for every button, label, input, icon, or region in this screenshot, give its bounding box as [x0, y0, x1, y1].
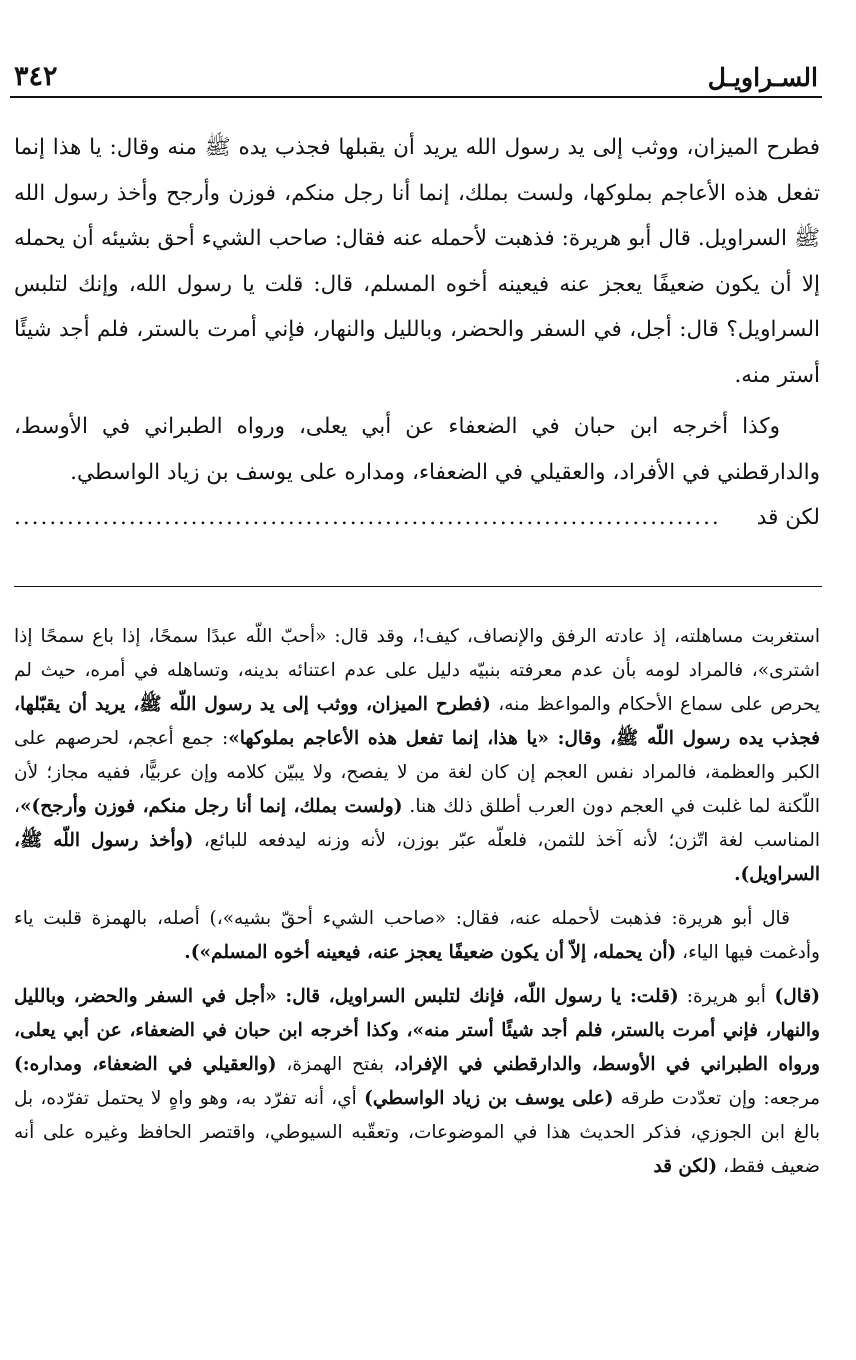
quoted-matn-bold: (ولست بملك، إنما أنا رجل منكم، فوزن وأرجح)» — [19, 796, 403, 817]
commentary-segment: : جمع أعجم، لحرصهم على الكبر والعظمة، فالمراد نفس العجم إن كان لغة من لا يفصح، ولا يبيّن كلامه وإن عربيًّا، ففيه مجاز؛ لأن اللّكنة لما غلبت في العجم دون العرب أطلق ذلك هنا. — [14, 728, 820, 817]
quoted-matn-bold: (وأخذ رسول اللّه ﷺ، السراويل). — [14, 830, 820, 885]
continuation-text: لكن قد — [756, 505, 820, 530]
quoted-matn-bold: (أن يحمله، إلاّ أن يكون ضعيفًا يعجز عنه، فيعينه أخوه المسلم»). — [184, 942, 677, 963]
quoted-matn-bold: (قال) — [765, 986, 820, 1007]
commentary-segment: بفتح الهمزة، — [276, 1054, 394, 1075]
main-continuation-line — [14, 495, 820, 541]
commentary-segment: استغربت مساهلته، إذ عادته الرفق والإنصاف، كيف!، وقد قال: «أحبّ اللّه عبدًا سمحًا، إذا باع سمحًا إذا اشترى»، فالمراد لومه بأن عدم معرفته بنبيّه دليل على عدم اعتنائه بدينه، وتساهله في أمره، حيث لم يحرص على سماع الأحكام والمواعظ منه، — [14, 626, 821, 715]
page-header — [10, 52, 822, 98]
commentary-segment: أبو هريرة: — [678, 986, 766, 1007]
commentary-segment: ، المناسب لغة اتّزن؛ لأنه آخذ للثمن، فلعلّه عبّر بوزن، لأنه وزنه ليدفعه للبائع، — [14, 796, 821, 851]
ellipsis-dots: ................................................................................ — [14, 505, 721, 530]
commentary-segment: قال أبو هريرة: فذهبت لأحمله عنه، فقال: «صاحب الشيء أحقّ بشيه»،) أصله، بالهمزة قلبت ياء وأدغمت فيها الياء، — [14, 908, 820, 963]
quoted-matn-bold: (على يوسف بن زياد الواسطي) — [364, 1088, 614, 1109]
quoted-matn-bold: (والعقيلي في الضعفاء، ومداره:) — [14, 1054, 277, 1075]
commentary-paragraph-3 — [14, 980, 820, 1184]
quoted-matn-bold: (قلت: يا رسول اللّه، فإنك لتلبس السراويل، قال: «أجل في السفر والحضر، وبالليل والنهار، فإني أمرت بالستر، فلم أجد شيئًا أستر منه»، وكذا أخرجه ابن حبان في الضعفاء، عن أبي يعلى، ورواه الطبراني في الأوسط، والدارقطني في الإفراد، — [14, 986, 820, 1075]
commentary-segment: أي، أنه تفرّد به، وهو واهٍ لا يحتمل تفرّده، بل بالغ ابن الجوزي، فذكر الحديث هذا في الموضوعات، وتعقّبه السيوطي، واقتصر الحافظ وغيره على أنه ضعيف فقط، — [14, 1088, 820, 1177]
main-text — [14, 125, 820, 541]
main-paragraph-1: فطرح الميزان، ووثب إلى يد رسول الله يريد أن يقبلها فجذب يده ﷺ منه وقال: يا هذا إنما تفعل هذه الأعاجم بملوكها، ولست بملك، إنما أنا رجل منكم، فوزن وأرجح وأخذ رسول الله ﷺ السراويل. قال أبو هريرة: فذهبت لأحمله عنه فقال: صاحب الشيء أحق بشيئه أن يحمله إلا أن يكون ضعيفًا يعجز عنه فيعينه أخوه المسلم، قال: قلت يا رسول الله، وإنك لتلبس السراويل؟ قال: أجل، في السفر والحضر، وبالليل والنهار، فإني أمرت بالستر، فلم أجد شيئًا أستر منه. — [14, 135, 820, 388]
commentary-paragraph-2 — [14, 902, 820, 970]
quoted-matn-bold: (فطرح الميزان، ووثب إلى يد رسول اللّه ﷺ، يريد أن يقبّلها، فجذب يده رسول اللّه ﷺ، وقال: «يا هذا، إنما تفعل هذه الأعاجم بملوكها» — [14, 694, 820, 749]
commentary-segment: مرجعه: وإن تعدّدت طرقه — [613, 1088, 820, 1109]
page-number: ٣٤٢ — [14, 61, 58, 92]
commentary-paragraph-1 — [14, 620, 820, 892]
running-title: السـراويـل — [707, 63, 818, 92]
quoted-matn-bold: (لكن قد — [653, 1156, 718, 1177]
commentary-text — [14, 620, 820, 1184]
main-paragraph-2: وكذا أخرجه ابن حبان في الضعفاء عن أبي يعلى، ورواه الطبراني في الأوسط، والدارقطني في الأفراد، والعقيلي في الضعفاء، ومداره على يوسف بن زياد الواسطي. — [14, 414, 820, 485]
section-divider — [14, 586, 822, 587]
